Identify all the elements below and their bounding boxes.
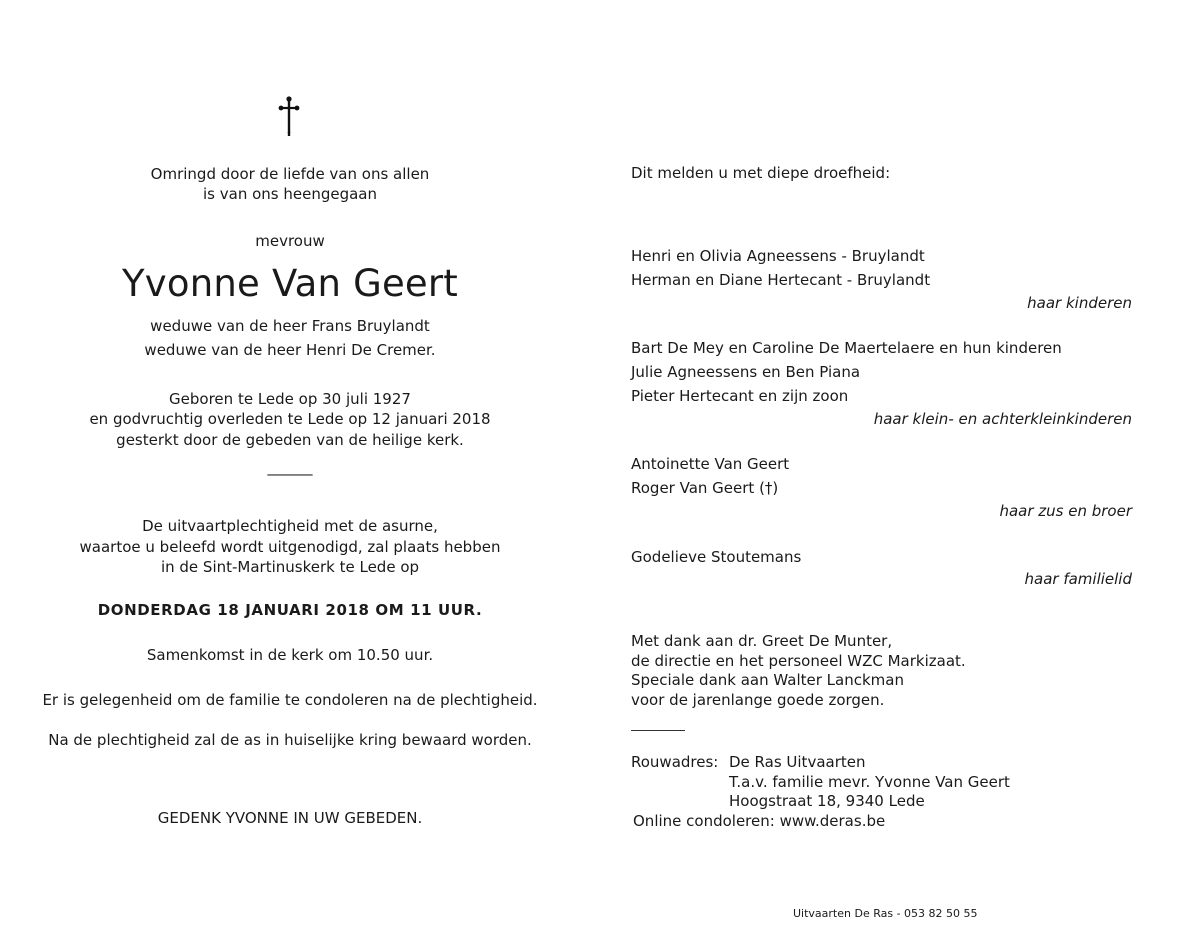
online-condolence: Online condoleren: www.deras.be: [633, 812, 886, 830]
divider: ______: [267, 458, 313, 476]
announce-text: Dit melden u met diepe droefheid:: [631, 164, 891, 182]
family-member: Roger Van Geert (†): [631, 479, 779, 497]
family-member: Godelieve Stoutemans: [631, 548, 802, 566]
thanks-line-1: Met dank aan dr. Greet De Munter,: [631, 632, 893, 650]
family-member: Pieter Hertecant en zijn zoon: [631, 387, 849, 405]
life-line-1: Geboren te Lede op 30 juli 1927: [169, 390, 411, 408]
widow-line-2: weduwe van de heer Henri De Cremer.: [144, 341, 436, 359]
ceremony-line-3: in de Sint-Martinuskerk te Lede op: [160, 558, 420, 576]
family-member: Herman en Diane Hertecant - Bruylandt: [631, 271, 931, 289]
cross-icon: [277, 96, 301, 140]
family-member: Julie Agneessens en Ben Piana: [631, 363, 861, 381]
thanks-line-2: de directie en het personeel WZC Markizaat.: [631, 652, 966, 670]
condolence-text: Er is gelegenheid om de familie te condoleren na de plechtigheid.: [42, 691, 538, 709]
funeral-date: DONDERDAG 18 JANUARI 2018 OM 11 UUR.: [97, 601, 483, 619]
title-prefix: mevrouw: [255, 232, 325, 250]
ashes-text: Na de plechtigheid zal de as in huiselijke kring bewaard worden.: [48, 731, 532, 749]
family-relation: haar familielid: [1024, 570, 1132, 588]
footer-text: Uitvaarten De Ras - 053 82 50 55: [793, 907, 978, 920]
ceremony-line-2: waartoe u beleefd wordt uitgenodigd, zal plaats hebben: [79, 538, 501, 556]
divider-line: [631, 730, 685, 731]
gathering-text: Samenkomst in de kerk om 10.50 uur.: [146, 646, 434, 664]
thanks-line-3: Speciale dank aan Walter Lanckman: [631, 671, 904, 689]
family-member: Henri en Olivia Agneessens - Bruylandt: [631, 247, 925, 265]
family-relation: haar kinderen: [1027, 294, 1132, 312]
widow-line-1: weduwe van de heer Frans Bruylandt: [150, 317, 430, 335]
thanks-line-4: voor de jarenlange goede zorgen.: [631, 691, 885, 709]
deceased-name: Yvonne Van Geert: [121, 262, 458, 305]
intro-line-1: Omringd door de liefde van ons allen: [150, 165, 430, 183]
address-line-1: De Ras Uitvaarten: [729, 753, 866, 771]
family-relation: haar zus en broer: [999, 502, 1132, 520]
intro-line-2: is van ons heengegaan: [203, 185, 377, 203]
family-member: Bart De Mey en Caroline De Maertelaere en hun kinderen: [631, 339, 1062, 357]
address-line-2: T.a.v. familie mevr. Yvonne Van Geert: [729, 773, 1010, 791]
family-relation: haar klein- en achterkleinkinderen: [873, 410, 1132, 428]
family-member: Antoinette Van Geert: [631, 455, 790, 473]
remember-text: GEDENK YVONNE IN UW GEBEDEN.: [157, 809, 423, 827]
life-line-3: gesterkt door de gebeden van de heilige kerk.: [116, 431, 464, 449]
ceremony-line-1: De uitvaartplechtigheid met de asurne,: [142, 517, 438, 535]
life-line-2: en godvruchtig overleden te Lede op 12 januari 2018: [89, 410, 491, 428]
address-label: Rouwadres:: [631, 753, 719, 771]
address-line-3: Hoogstraat 18, 9340 Lede: [729, 792, 925, 810]
